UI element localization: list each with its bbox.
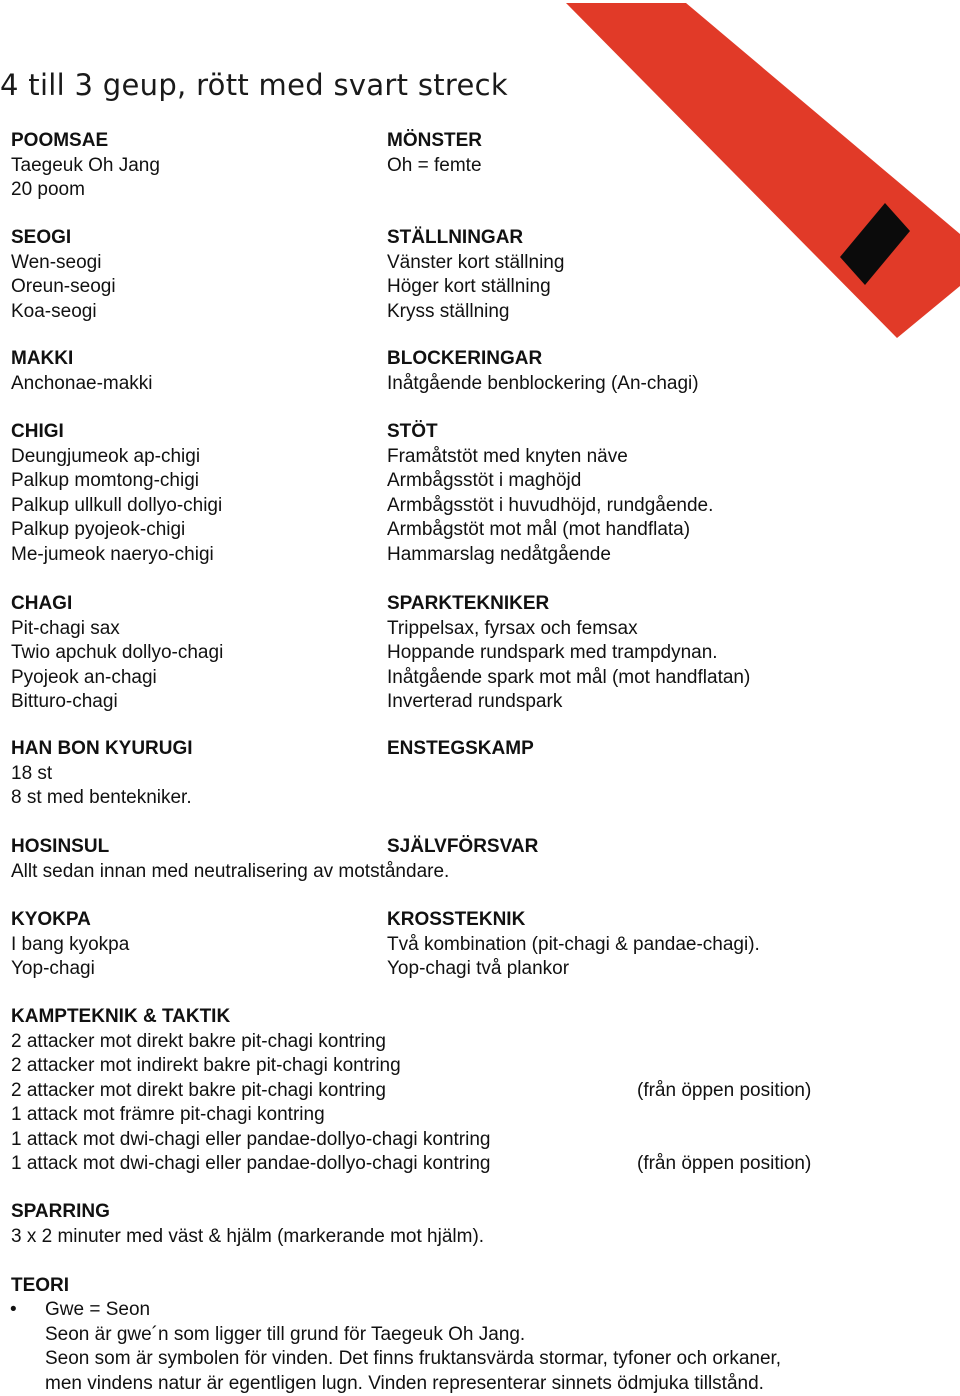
line: Oh = femte — [387, 154, 482, 179]
bullet-marker: • — [10, 1299, 17, 1321]
line: I bang kyokpa — [11, 933, 129, 958]
section-han-bon-kyurugi — [11, 737, 193, 811]
line: Bitturo-chagi — [11, 690, 223, 715]
line: Armbågsstöt i maghöjd — [387, 469, 713, 494]
line: Armbågsstöt i huvudhöjd, rundgående. — [387, 494, 713, 519]
line: Två kombination (pit-chagi & pandae-chagi). — [387, 933, 760, 958]
section-heading: STÄLLNINGAR — [387, 226, 564, 251]
line: Twio apchuk dollyo-chagi — [11, 641, 223, 666]
section-sparktekniker — [387, 592, 750, 715]
section-teori — [11, 1274, 69, 1299]
theory-text — [45, 1298, 781, 1396]
line: 1 attack mot dwi-chagi eller pandae-dollyo-chagi kontring — [11, 1128, 490, 1153]
line: Yop-chagi — [11, 957, 129, 982]
section-heading: MAKKI — [11, 347, 153, 372]
line: Pit-chagi sax — [11, 617, 223, 642]
line: Inåtgående spark mot mål (mot handflatan) — [387, 666, 750, 691]
section-chigi — [11, 420, 222, 567]
position-note: (från öppen position) — [637, 1153, 811, 1175]
section-sjalvforsvar — [387, 835, 538, 860]
line: Palkup momtong-chigi — [11, 469, 222, 494]
line: Trippelsax, fyrsax och femsax — [387, 617, 750, 642]
line: Oreun-seogi — [11, 275, 116, 300]
line: 2 attacker mot indirekt bakre pit-chagi kontring — [11, 1054, 490, 1079]
section-heading: SJÄLVFÖRSVAR — [387, 835, 538, 860]
position-note: (från öppen position) — [637, 1080, 811, 1102]
line: 1 attack mot dwi-chagi eller pandae-dollyo-chagi kontring — [11, 1152, 490, 1177]
section-heading: ENSTEGSKAMP — [387, 737, 534, 762]
line: Hammarslag nedåtgående — [387, 543, 713, 568]
section-heading: HOSINSUL — [11, 835, 449, 860]
line: Deungjumeok ap-chigi — [11, 445, 222, 470]
section-heading: KROSSTEKNIK — [387, 908, 760, 933]
line: Armbågstöt mot mål (mot handflata) — [387, 518, 713, 543]
line: Gwe = Seon — [45, 1298, 781, 1323]
section-krossteknik — [387, 908, 760, 982]
line: Seon är gwe´n som ligger till grund för Taegeuk Oh Jang. — [45, 1323, 781, 1348]
line: Seon som är symbolen för vinden. Det finns fruktansvärda stormar, tyfoner och orkaner, — [45, 1347, 781, 1372]
red-belt-band — [566, 3, 960, 338]
section-heading: STÖT — [387, 420, 713, 445]
line: 2 attacker mot direkt bakre pit-chagi kontring — [11, 1079, 490, 1104]
line: Hoppande rundspark med trampdynan. — [387, 641, 750, 666]
section-sparring — [11, 1200, 484, 1249]
line: 8 st med bentekniker. — [11, 786, 193, 811]
line: men vindens natur är egentligen lugn. Vinden representerar sinnets ödmjuka tillstånd. — [45, 1372, 781, 1396]
section-kampteknik — [11, 1005, 490, 1177]
line: 1 attack mot främre pit-chagi kontring — [11, 1103, 490, 1128]
line: 2 attacker mot direkt bakre pit-chagi kontring — [11, 1030, 490, 1055]
section-heading: TEORI — [11, 1274, 69, 1299]
line: Pyojeok an-chagi — [11, 666, 223, 691]
line: Framåtstöt med knyten näve — [387, 445, 713, 470]
section-heading: POOMSAE — [11, 129, 160, 154]
section-heading: HAN BON KYURUGI — [11, 737, 193, 762]
section-monster — [387, 129, 482, 178]
line: Me-jumeok naeryo-chigi — [11, 543, 222, 568]
section-heading: CHIGI — [11, 420, 222, 445]
section-enstegskamp — [387, 737, 534, 762]
line: 18 st — [11, 762, 193, 787]
section-hosinsul — [11, 835, 449, 884]
line: Koa-seogi — [11, 300, 116, 325]
section-heading: SPARKTEKNIKER — [387, 592, 750, 617]
line: 3 x 2 minuter med väst & hjälm (markerande mot hjälm). — [11, 1225, 484, 1250]
section-seogi — [11, 226, 116, 324]
section-heading: SEOGI — [11, 226, 116, 251]
section-chagi — [11, 592, 223, 715]
section-stallningar — [387, 226, 564, 324]
section-heading: KYOKPA — [11, 908, 129, 933]
line: Inverterad rundspark — [387, 690, 750, 715]
line: Höger kort ställning — [387, 275, 564, 300]
line: Yop-chagi två plankor — [387, 957, 760, 982]
section-kyokpa — [11, 908, 129, 982]
page-title: 4 till 3 geup, rött med svart streck — [0, 68, 508, 102]
section-heading: MÖNSTER — [387, 129, 482, 154]
line: Taegeuk Oh Jang — [11, 154, 160, 179]
line: Palkup pyojeok-chigi — [11, 518, 222, 543]
section-heading: CHAGI — [11, 592, 223, 617]
line: Anchonae-makki — [11, 372, 153, 397]
line: Vänster kort ställning — [387, 251, 564, 276]
section-poomsae — [11, 129, 160, 203]
line: Kryss ställning — [387, 300, 564, 325]
line: Palkup ullkull dollyo-chigi — [11, 494, 222, 519]
section-stot — [387, 420, 713, 567]
line: Allt sedan innan med neutralisering av motståndare. — [11, 860, 449, 885]
section-heading: BLOCKERINGAR — [387, 347, 699, 372]
section-heading: SPARRING — [11, 1200, 484, 1225]
line: Wen-seogi — [11, 251, 116, 276]
line: 20 poom — [11, 178, 160, 203]
section-blockeringar — [387, 347, 699, 396]
section-heading: KAMPTEKNIK & TAKTIK — [11, 1005, 490, 1030]
section-makki — [11, 347, 153, 396]
line: Inåtgående benblockering (An-chagi) — [387, 372, 699, 397]
